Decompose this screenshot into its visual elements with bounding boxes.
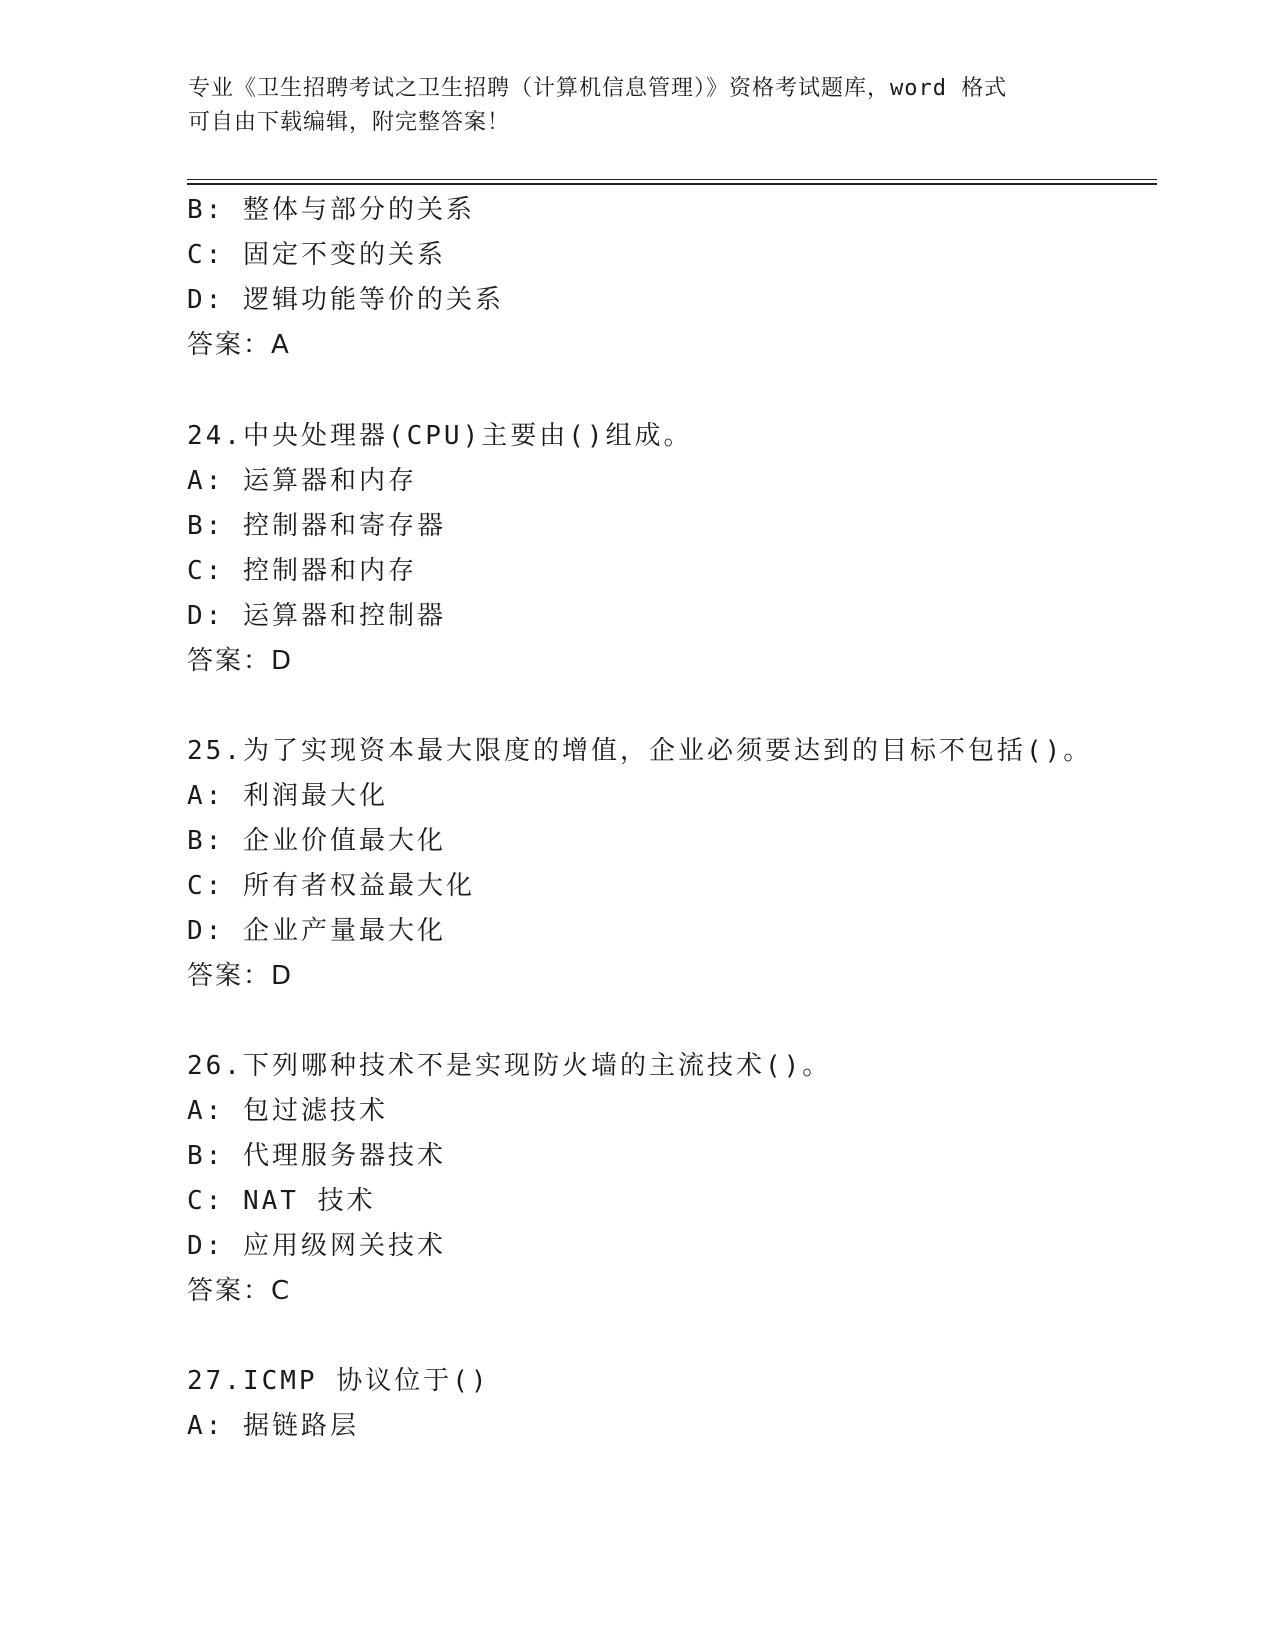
question-25-option-d: D: 企业产量最大化 xyxy=(187,916,446,946)
question-26-option-b: B: 代理服务器技术 xyxy=(187,1141,446,1171)
question-25-option-b: B: 企业价值最大化 xyxy=(187,826,446,856)
header-line-1: 专业《卫生招聘考试之卫生招聘（计算机信息管理）》资格考试题库，word 格式 xyxy=(188,76,1008,101)
question-24-option-d: D: 运算器和控制器 xyxy=(187,601,446,631)
document-header xyxy=(188,72,1088,140)
question-26-option-c: C: NAT 技术 xyxy=(187,1186,376,1216)
header-line-2: 可自由下载编辑，附完整答案！ xyxy=(188,110,511,135)
question-25-answer: 答案：D xyxy=(187,961,294,991)
question-24-option-a: A: 运算器和内存 xyxy=(187,466,417,496)
question-27-stem: 27.ICMP 协议位于() xyxy=(187,1366,490,1396)
question-26-option-d: D: 应用级网关技术 xyxy=(187,1231,446,1261)
question-24-option-b: B: 控制器和寄存器 xyxy=(187,511,446,541)
prev-option-b: B: 整体与部分的关系 xyxy=(187,195,475,225)
question-25-option-c: C: 所有者权益最大化 xyxy=(187,871,475,901)
header-divider-thick xyxy=(187,183,1157,185)
prev-option-c: C: 固定不变的关系 xyxy=(187,240,446,270)
question-26-option-a: A: 包过滤技术 xyxy=(187,1096,388,1126)
question-24-option-c: C: 控制器和内存 xyxy=(187,556,417,586)
question-24-stem: 24.中央处理器(CPU)主要由()组成。 xyxy=(187,421,693,451)
question-24-answer: 答案：D xyxy=(187,646,294,676)
question-25-stem: 25.为了实现资本最大限度的增值，企业必须要达到的目标不包括()。 xyxy=(187,736,1093,766)
question-26-stem: 26.下列哪种技术不是实现防火墙的主流技术()。 xyxy=(187,1051,832,1081)
prev-option-d: D: 逻辑功能等价的关系 xyxy=(187,285,504,315)
question-25-option-a: A: 利润最大化 xyxy=(187,781,388,811)
question-27-option-a: A: 据链路层 xyxy=(187,1411,359,1441)
question-26-answer: 答案：C xyxy=(187,1276,292,1306)
prev-answer: 答案：A xyxy=(187,330,291,360)
header-divider-thin xyxy=(187,179,1157,180)
